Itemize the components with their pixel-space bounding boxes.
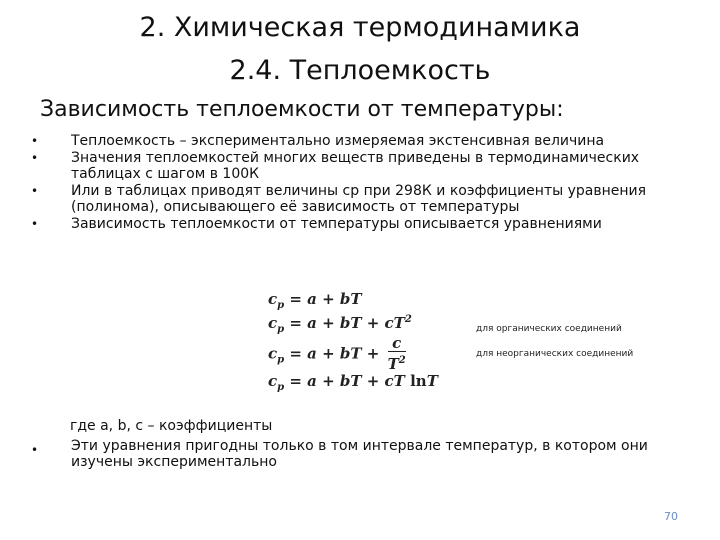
bullet-text: Или в таблицах приводят величины cp при 298К и коэффициенты уравнения (полинома), описывающего её зависимость от температуры [71,183,647,215]
bullet-item [30,150,670,182]
bullet-item-last [30,438,670,470]
bullet-item [30,216,670,232]
bullet-list [30,133,670,233]
equation-linear: $c_p = a$ + bT [268,290,362,311]
note-organic: для органических соединений [476,324,622,334]
bullet-text: Зависимость теплоемкости от температуры описывается уравнениями [71,216,602,232]
bullet-text: Значения теплоемкостей многих веществ приведены в термодинамических таблицах с шагом в 100К [71,150,640,182]
coefficients-note: где a, b, c – коэффициенты [70,418,273,434]
bullet-mark: • [31,217,39,231]
slide-title-line-2: 2.4. Теплоемкость [229,55,491,86]
bullet-mark: • [31,151,39,165]
equation-quadratic: $c_p = a$ + bT + $cT^2$ [268,314,412,335]
page-number: 70 [664,510,678,523]
slide-title-line-1: 2. Химическая термодинамика [139,12,581,43]
bullet-item [30,133,670,149]
bullet-text: Теплоемкость – экспериментально измеряемая экстенсивная величина [71,133,605,149]
bullet-mark: • [31,184,39,198]
equation-inverse-square: $c_p = a$ + bT + $\frac{c}{T^2}$ [268,334,406,373]
bullet-mark: • [31,443,39,457]
equation-log: $c_p = a$ + bT + cT lnT [268,372,438,393]
section-subtitle: Зависимость теплоемкости от температуры: [40,97,564,122]
note-inorganic: для неорганических соединений [476,349,634,359]
bullet-mark: • [31,134,39,148]
bullet-item [30,183,670,215]
bullet-text: Эти уравнения пригодны только в том интервале температур, в котором они изучены экспериментально [71,438,648,470]
